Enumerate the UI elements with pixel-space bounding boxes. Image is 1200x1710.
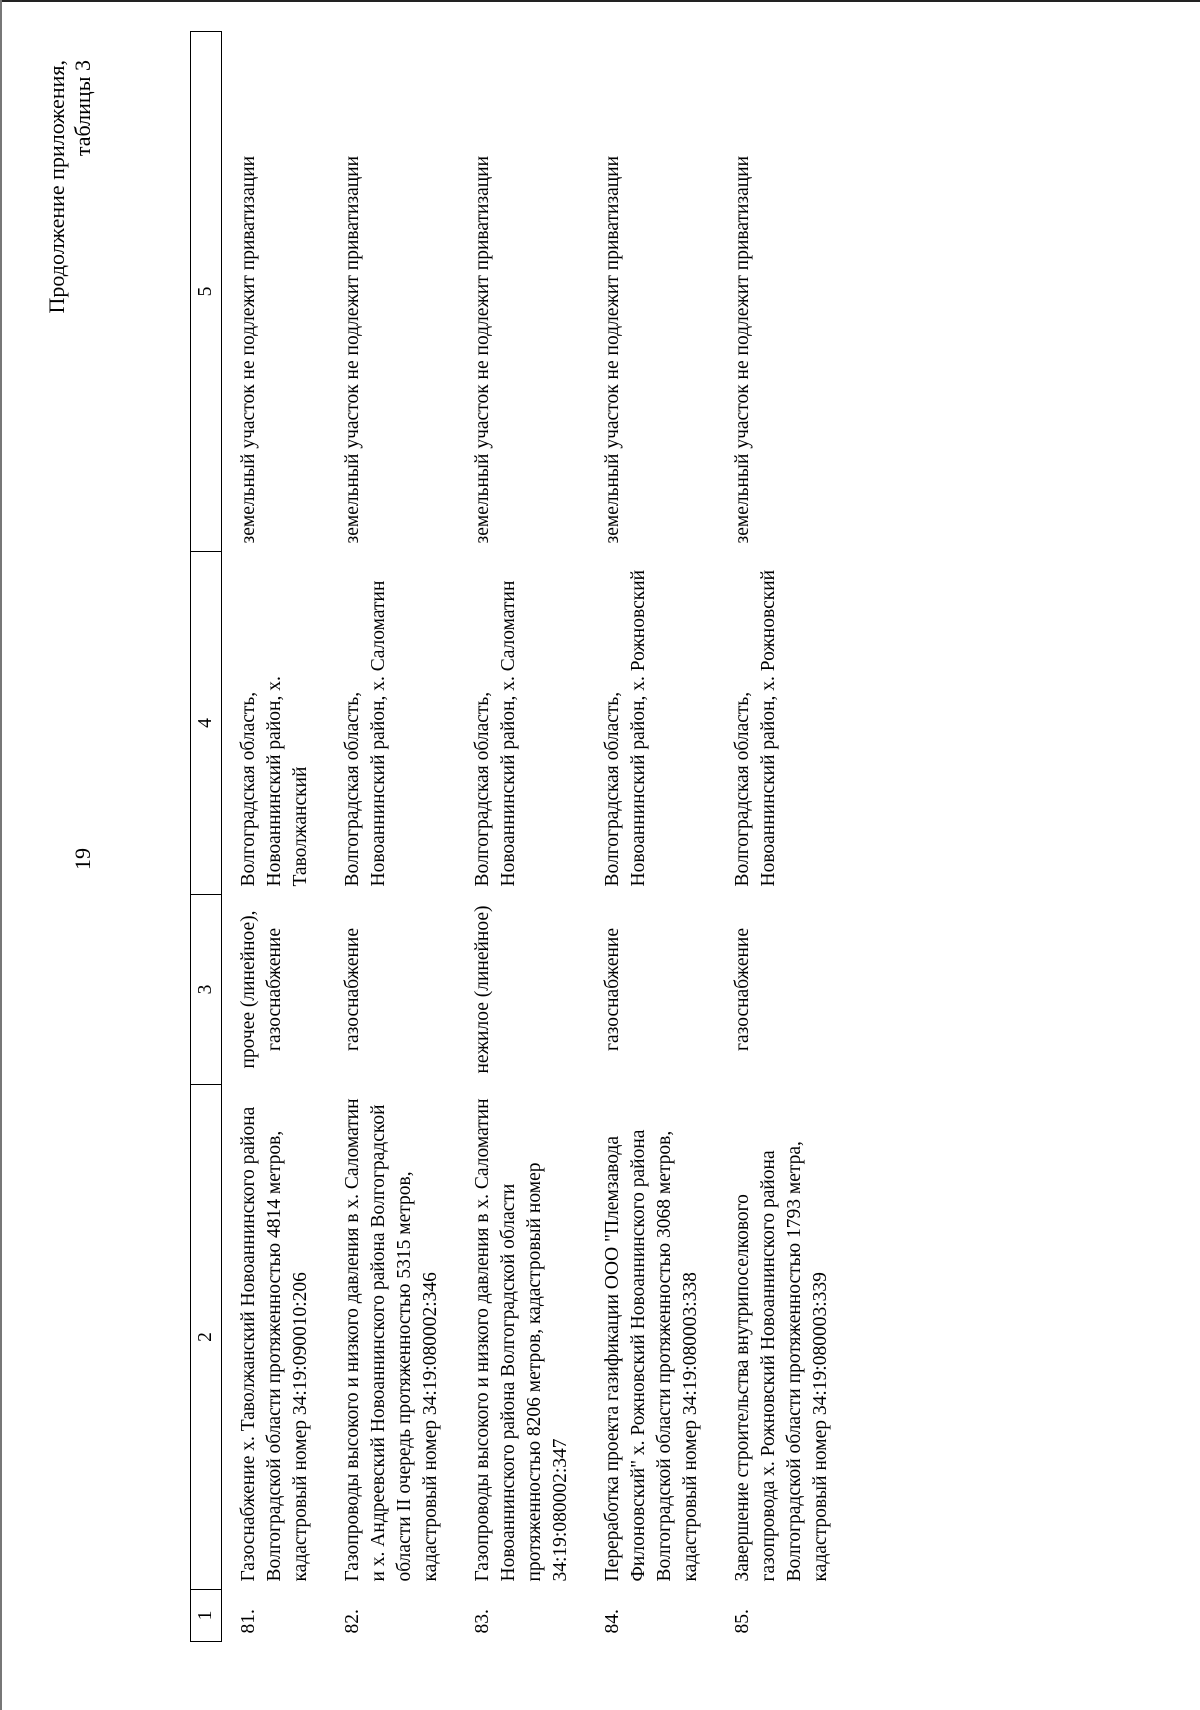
row-number: 84.: [602, 1609, 623, 1634]
page-number: 19: [70, 848, 95, 870]
object-address: Волгоградская область, Новоаннинский район, х. Саломатин: [342, 580, 389, 887]
row-number: 83.: [472, 1609, 493, 1634]
table-row: [586, 32, 716, 1642]
object-purpose: газоснабжение: [602, 927, 623, 1052]
col-header-2: 2: [191, 1085, 222, 1590]
object-note: земельный участок не подлежит приватизации: [472, 155, 493, 544]
object-purpose: прочее (линейное), газоснабжение: [238, 910, 285, 1069]
object-name: Газоснабжение х. Таволжанский Новоаннинского района Волгоградской области протяженностью 4814 метров, кадастровый номер 34:19:090010:206: [238, 1106, 311, 1582]
continuation-line-2: таблицы 3: [70, 60, 95, 157]
col-header-3: 3: [191, 895, 222, 1085]
object-purpose: газоснабжение: [342, 927, 363, 1052]
object-address: Волгоградская область, Новоаннинский район, х. Таволжанский: [238, 676, 311, 887]
object-purpose: газоснабжение: [732, 927, 753, 1052]
row-number: 85.: [732, 1609, 753, 1634]
table-row: [326, 32, 456, 1642]
property-table: [190, 31, 846, 1642]
object-note: земельный участок не подлежит приватизации: [602, 155, 623, 544]
object-purpose: нежилое (линейное): [472, 905, 493, 1074]
col-header-1: 1: [191, 1590, 222, 1642]
row-number: 81.: [238, 1609, 259, 1634]
object-name: Завершение строительства внутрипоселкового газопровода х. Рожновский Новоаннинского района Волгоградской области протяженностью 1793 метра, кадастровый номер 34:19:080003:339: [732, 1141, 831, 1582]
continuation-note: [44, 60, 96, 400]
object-name: Газопроводы высокого и низкого давления в х. Саломатин и х. Андреевский Новоаннинского района Волгоградской области II очередь протяженностью 5315 метров, кадастровый номер 34:19:080002:346: [342, 1098, 441, 1582]
object-name: Переработка проекта газификации ООО "Племзавода Филоновский" х. Рожновский Новоаннинского района Волгоградской области протяженностью 3068 метров, кадастровый номер 34:19:080003:338: [602, 1129, 701, 1582]
object-address: Волгоградская область, Новоаннинский район, х. Саломатин: [472, 580, 519, 887]
continuation-line-1: Продолжение приложения,: [44, 60, 69, 314]
object-note: земельный участок не подлежит приватизации: [238, 155, 259, 544]
table-row: [716, 32, 846, 1642]
col-header-5: 5: [191, 32, 222, 552]
table-row: [222, 32, 327, 1642]
table-header-row: [191, 32, 222, 1642]
col-header-4: 4: [191, 552, 222, 895]
table-row: [456, 32, 586, 1642]
object-note: земельный участок не подлежит приватизации: [342, 155, 363, 544]
object-address: Волгоградская область, Новоаннинский район, х. Рожновский: [732, 569, 779, 887]
object-name: Газопроводы высокого и низкого давления в х. Саломатин Новоаннинского района Волгоградской области протяженностью 8206 метров, кадастровый номер 34:19:080002:347: [472, 1098, 571, 1582]
object-address: Волгоградская область, Новоаннинский район, х. Рожновский: [602, 569, 649, 887]
object-note: земельный участок не подлежит приватизации: [732, 155, 753, 544]
row-number: 82.: [342, 1609, 363, 1634]
